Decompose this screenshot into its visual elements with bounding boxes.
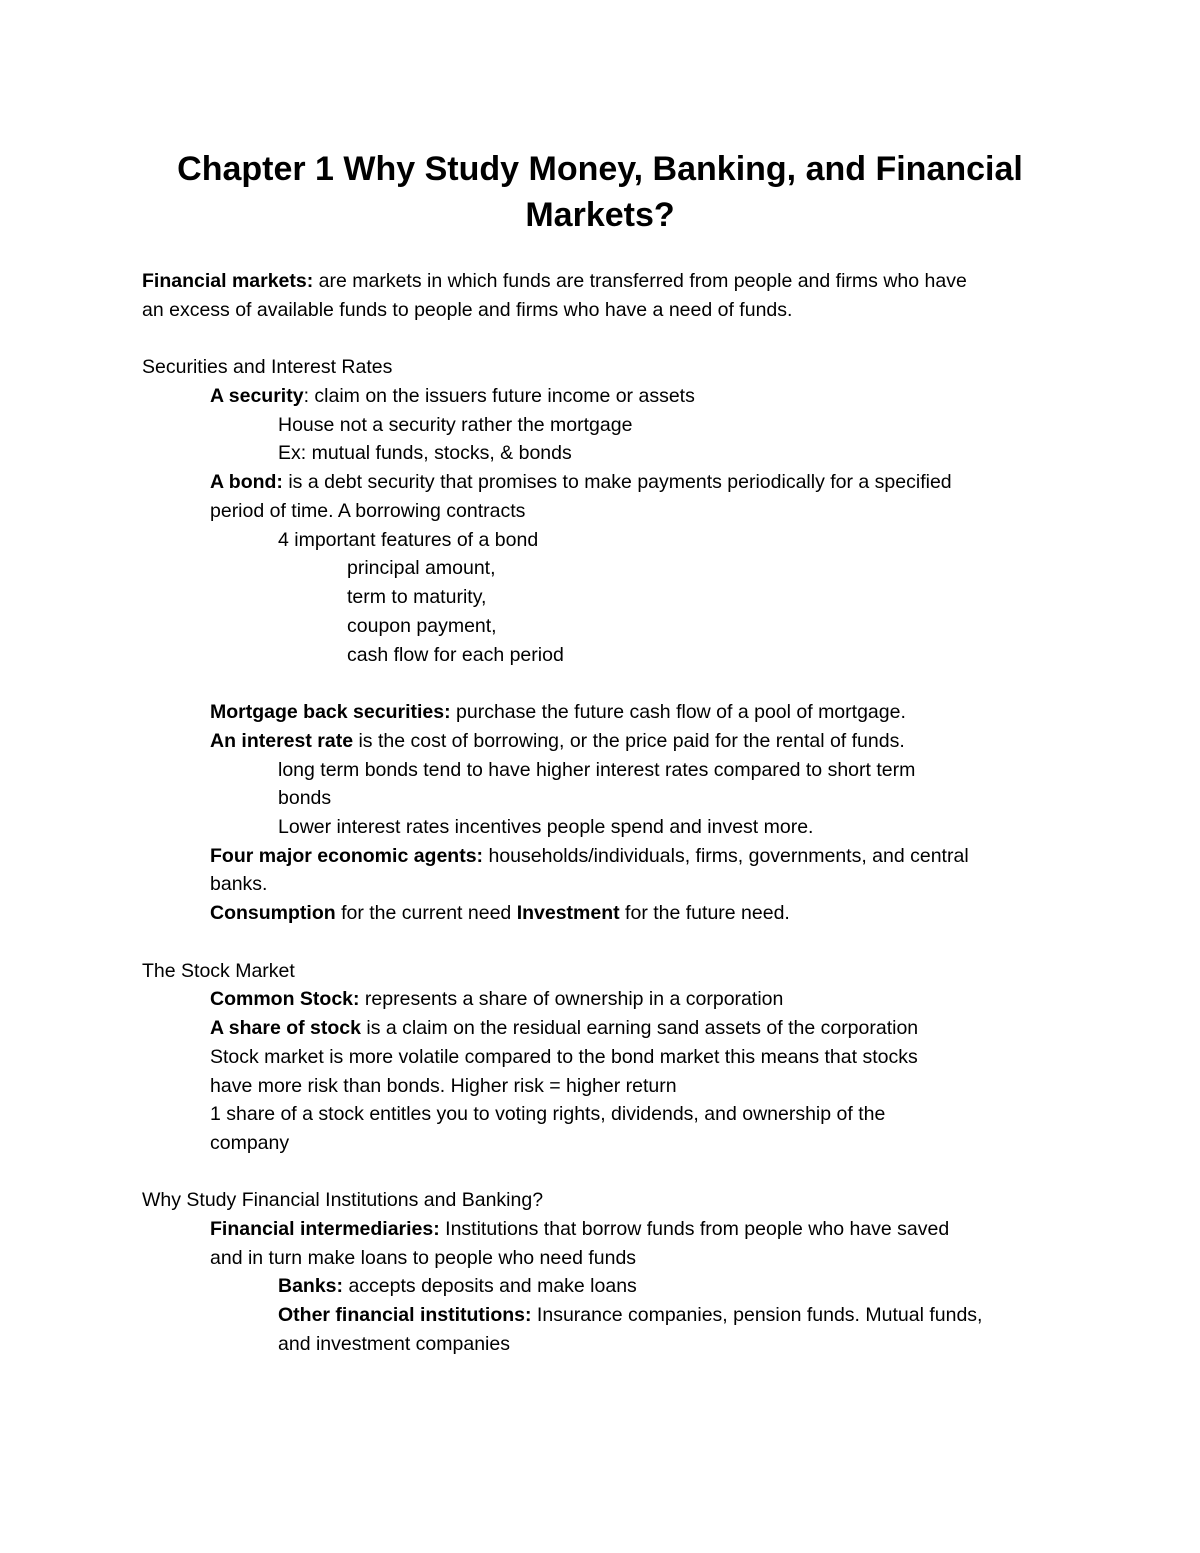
definition-text: households/individuals, firms, governments, and central — [483, 845, 969, 867]
definition-text: for the current need — [335, 902, 517, 924]
consumption-investment — [210, 899, 790, 927]
bond-feature-item: term to maturity, — [347, 586, 487, 608]
long-term-bonds-line-1: long term bonds tend to have higher interest rates compared to short term — [278, 759, 916, 781]
term-economic-agents: Four major economic agents: — [210, 845, 484, 867]
section-heading-securities: Securities and Interest Rates — [142, 356, 393, 378]
definition-text: is a debt security that promises to make payments periodically for a specified — [282, 471, 952, 493]
share-rights-line-2: company — [210, 1132, 290, 1154]
economic-agents-line-1 — [210, 842, 969, 870]
term-share-of-stock: A share of stock — [210, 1017, 361, 1039]
lower-rates-note: Lower interest rates incentives people spend and invest more. — [278, 816, 814, 838]
section-heading-institutions: Why Study Financial Institutions and Banking? — [142, 1189, 544, 1211]
term-security: A security — [210, 385, 304, 407]
volatility-line-1: Stock market is more volatile compared to the bond market this means that stocks — [210, 1046, 918, 1068]
intermediaries-line-2: and in turn make loans to people who need funds — [210, 1247, 637, 1269]
definition-text: are markets in which funds are transferred from people and firms who have — [313, 270, 967, 292]
definition-text: purchase the future cash flow of a pool of mortgage. — [450, 701, 906, 723]
intro-line-2: an excess of available funds to people and firms who have a need of funds. — [142, 299, 793, 321]
term-financial-markets: Financial markets: — [142, 270, 314, 292]
interest-rate-definition — [210, 727, 905, 755]
intermediaries-line-1 — [210, 1215, 949, 1243]
definition-text: is the cost of borrowing, or the price paid for the rental of funds. — [353, 730, 905, 752]
bond-definition-line-2: period of time. A borrowing contracts — [210, 500, 526, 522]
definition-text: Insurance companies, pension funds. Mutual funds, — [531, 1304, 983, 1326]
banks-definition — [278, 1272, 637, 1300]
bond-definition-line-1 — [210, 468, 952, 496]
bond-feature-item: principal amount, — [347, 557, 496, 579]
security-examples: Ex: mutual funds, stocks, & bonds — [278, 442, 572, 464]
term-common-stock: Common Stock: — [210, 988, 360, 1010]
term-financial-intermediaries: Financial intermediaries: — [210, 1218, 440, 1240]
term-consumption: Consumption — [210, 902, 336, 924]
term-mortgage-back-securities: Mortgage back securities: — [210, 701, 451, 723]
section-heading-stock-market: The Stock Market — [142, 960, 295, 982]
long-term-bonds-line-2: bonds — [278, 787, 332, 809]
share-of-stock-definition — [210, 1014, 918, 1042]
page-title: Chapter 1 Why Study Money, Banking, and Financial Markets? — [177, 150, 1023, 234]
term-banks: Banks: — [278, 1275, 344, 1297]
security-definition — [210, 382, 695, 410]
term-interest-rate: An interest rate — [210, 730, 354, 752]
definition-text: accepts deposits and make loans — [343, 1275, 637, 1297]
definition-text: is a claim on the residual earning sand assets of the corporation — [361, 1017, 919, 1039]
house-note: House not a security rather the mortgage — [278, 414, 633, 436]
other-institutions-line-2: and investment companies — [278, 1333, 510, 1355]
definition-text: Institutions that borrow funds from people who have saved — [439, 1218, 950, 1240]
intro-line-1 — [142, 267, 967, 295]
bond-feature-item: coupon payment, — [347, 615, 497, 637]
definition-text: represents a share of ownership in a corporation — [359, 988, 784, 1010]
definition-text: : claim on the issuers future income or assets — [303, 385, 695, 407]
term-bond: A bond: — [210, 471, 283, 493]
term-other-financial-institutions: Other financial institutions: — [278, 1304, 532, 1326]
bond-feature-item: cash flow for each period — [347, 644, 564, 666]
other-institutions-line-1 — [278, 1301, 982, 1329]
economic-agents-line-2: banks. — [210, 873, 268, 895]
common-stock-definition — [210, 985, 783, 1013]
bond-features-heading: 4 important features of a bond — [278, 529, 539, 551]
volatility-line-2: have more risk than bonds. Higher risk = higher return — [210, 1075, 677, 1097]
definition-text: for the future need. — [619, 902, 790, 924]
share-rights-line-1: 1 share of a stock entitles you to voting rights, dividends, and ownership of the — [210, 1103, 886, 1125]
term-investment: Investment — [516, 902, 620, 924]
mbs-definition — [210, 698, 906, 726]
